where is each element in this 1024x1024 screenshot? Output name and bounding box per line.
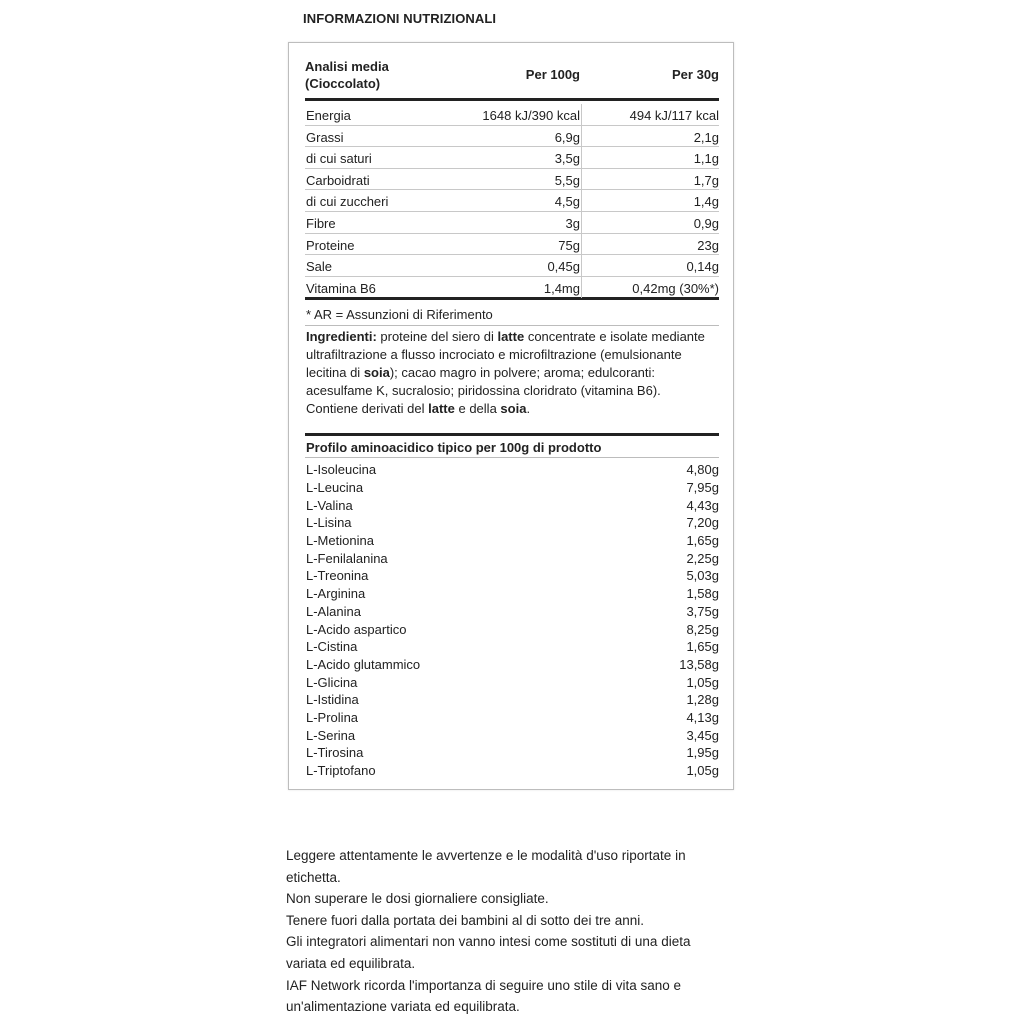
amino-name: L-Acido aspartico: [306, 621, 407, 637]
amino-value: 4,13g: [686, 709, 719, 725]
column-divider: [581, 234, 582, 256]
allergen-statement: Contiene derivati del latte e della soia.: [306, 400, 531, 416]
amino-value: 1,65g: [686, 639, 719, 655]
nutrition-row: [305, 277, 719, 298]
amino-name: L-Valina: [306, 497, 353, 513]
nutrient-per-30g: 1,4g: [693, 194, 719, 210]
nutrient-per-100g: 5,5g: [554, 172, 580, 188]
amino-row: [305, 726, 719, 744]
amino-name: L-Isoleucina: [306, 462, 377, 478]
header-analysis: Analisi media (Cioccolato): [305, 59, 389, 91]
amino-row: [305, 620, 719, 638]
nutrient-per-30g: 494 kJ/117 kcal: [629, 108, 719, 123]
amino-row: [305, 531, 719, 549]
nutrition-row: [305, 169, 719, 191]
amino-name: L-Tirosina: [306, 745, 364, 761]
nutrient-per-30g: 1,1g: [693, 151, 719, 167]
amino-row: [305, 637, 719, 655]
nutrient-name: Fibre: [306, 215, 336, 231]
column-divider: [581, 190, 582, 212]
ingredients-text: proteine del siero di: [376, 329, 498, 345]
amino-row: [305, 690, 719, 708]
amino-row: [305, 513, 719, 531]
amino-row: [305, 673, 719, 691]
amino-row: [305, 761, 719, 779]
nutrition-row: [305, 212, 719, 234]
amino-value: 1,95g: [686, 745, 719, 761]
nutrient-per-30g: 0,42mg (30%*): [632, 280, 719, 296]
column-divider: [581, 212, 582, 234]
column-divider: [581, 169, 582, 191]
allergen-soy: soia: [363, 364, 390, 380]
amino-row: [305, 655, 719, 673]
amino-name: L-Acido glutammico: [306, 656, 421, 672]
ar-note: * AR = Assunzioni di Riferimento: [305, 300, 719, 326]
nutrient-name: Carboidrati: [306, 172, 370, 188]
amino-value: 4,80g: [686, 462, 719, 478]
nutrient-name: Energia: [306, 108, 351, 123]
amino-name: L-Alanina: [306, 603, 361, 619]
amino-value: 3,75g: [686, 603, 719, 619]
nutrition-table: [305, 104, 719, 300]
nutrient-name: di cui zuccheri: [306, 194, 389, 210]
column-divider: [581, 126, 582, 148]
nutrient-per-100g: 6,9g: [554, 129, 580, 145]
ingredients-text: concentrate e isolate mediante ultrafiltrazione a flusso incrociato e microfiltrazione (emulsionante lecitina di: [306, 329, 705, 380]
amino-value: 4,43g: [686, 497, 719, 513]
column-divider: [581, 147, 582, 169]
nutrient-per-30g: 2,1g: [693, 129, 719, 145]
ingredients-label: Ingredienti:: [306, 329, 377, 345]
nutrition-row: [305, 255, 719, 277]
warning-line: IAF Network ricorda l'importanza di seguire uno stile di vita sano e un'alimentazione variata ed equilibrata.: [286, 977, 682, 1015]
nutrient-per-30g: 1,7g: [693, 172, 719, 188]
amino-value: 1,65g: [686, 533, 719, 549]
warnings: [286, 845, 726, 1018]
warning-line: Non superare le dosi giornaliere consigliate.: [286, 891, 549, 907]
nutrient-per-100g: 1648 kJ/390 kcal: [482, 108, 580, 123]
nutrient-name: di cui saturi: [306, 151, 372, 167]
nutrition-row: [305, 147, 719, 169]
amino-row: [305, 496, 719, 514]
amino-list: [305, 458, 719, 778]
amino-value: 1,05g: [686, 674, 719, 690]
nutrition-row: [305, 126, 719, 148]
amino-value: 3,45g: [686, 727, 719, 743]
warning-line: Tenere fuori dalla portata dei bambini al di sotto dei tre anni.: [286, 912, 644, 928]
nutrient-per-30g: 0,14g: [686, 259, 719, 275]
amino-name: L-Prolina: [306, 709, 359, 725]
nutrient-per-30g: 23g: [697, 237, 719, 253]
page-heading: INFORMAZIONI NUTRIZIONALI: [303, 11, 497, 26]
amino-profile: [305, 433, 719, 778]
amino-name: L-Leucina: [306, 480, 364, 496]
warning-line: Leggere attentamente le avvertenze e le modalità d'uso riportate in etichetta.: [286, 848, 686, 885]
nutrition-table-header: [305, 43, 719, 101]
column-divider: [581, 277, 582, 299]
amino-name: L-Istidina: [306, 692, 359, 708]
amino-name: L-Glicina: [306, 674, 358, 690]
amino-row: [305, 584, 719, 602]
amino-profile-title: Profilo aminoacidico tipico per 100g di prodotto: [305, 436, 719, 458]
nutrient-name: Sale: [306, 259, 333, 275]
amino-row: [305, 566, 719, 584]
amino-name: L-Arginina: [306, 586, 366, 602]
amino-value: 5,03g: [686, 568, 719, 584]
amino-value: 8,25g: [686, 621, 719, 637]
amino-value: 1,58g: [686, 586, 719, 602]
amino-name: L-Treonina: [306, 568, 369, 584]
nutrient-per-100g: 4,5g: [554, 194, 580, 210]
allergen-milk: latte: [497, 329, 525, 345]
amino-value: 7,95g: [686, 480, 719, 496]
nutrient-per-30g: 0,9g: [693, 215, 719, 231]
amino-value: 1,05g: [686, 763, 719, 779]
header-per-30g: Per 30g: [672, 67, 719, 82]
amino-name: L-Metionina: [306, 533, 374, 549]
amino-row: [305, 460, 719, 478]
nutrient-per-100g: 0,45g: [547, 259, 580, 275]
nutrition-row: [305, 104, 719, 126]
nutrition-panel: [288, 42, 734, 790]
ingredients: [305, 326, 719, 433]
amino-name: L-Triptofano: [306, 763, 376, 779]
amino-name: L-Cistina: [306, 639, 358, 655]
amino-row: [305, 602, 719, 620]
nutrient-per-100g: 75g: [558, 237, 580, 253]
amino-row: [305, 549, 719, 567]
amino-name: L-Lisina: [306, 515, 352, 531]
nutrient-per-100g: 3,5g: [554, 151, 580, 167]
amino-name: L-Fenilalanina: [306, 550, 388, 566]
amino-name: L-Serina: [306, 727, 356, 743]
nutrient-per-100g: 3g: [565, 215, 580, 231]
amino-value: 1,28g: [686, 692, 719, 708]
amino-row: [305, 743, 719, 761]
ingredients-text: ); cacao magro in polvere; aroma; edulcoranti: acesulfame K, sucralosio; piridossina cloridrato (vitamina B6).: [306, 364, 661, 398]
nutrient-name: Grassi: [306, 129, 344, 145]
amino-value: 2,25g: [686, 550, 719, 566]
amino-row: [305, 478, 719, 496]
column-divider: [581, 104, 582, 126]
amino-value: 7,20g: [686, 515, 719, 531]
nutrient-name: Proteine: [306, 237, 355, 253]
column-divider: [581, 255, 582, 277]
amino-row: [305, 708, 719, 726]
amino-value: 13,58g: [679, 656, 719, 672]
nutrient-name: Vitamina B6: [306, 280, 376, 296]
warning-line: Gli integratori alimentari non vanno intesi come sostituti di una dieta variata ed equilibrata.: [286, 934, 691, 971]
header-per-100g: Per 100g: [525, 67, 580, 82]
nutrient-per-100g: 1,4mg: [543, 280, 580, 296]
nutrition-row: [305, 190, 719, 212]
nutrition-row: [305, 234, 719, 256]
